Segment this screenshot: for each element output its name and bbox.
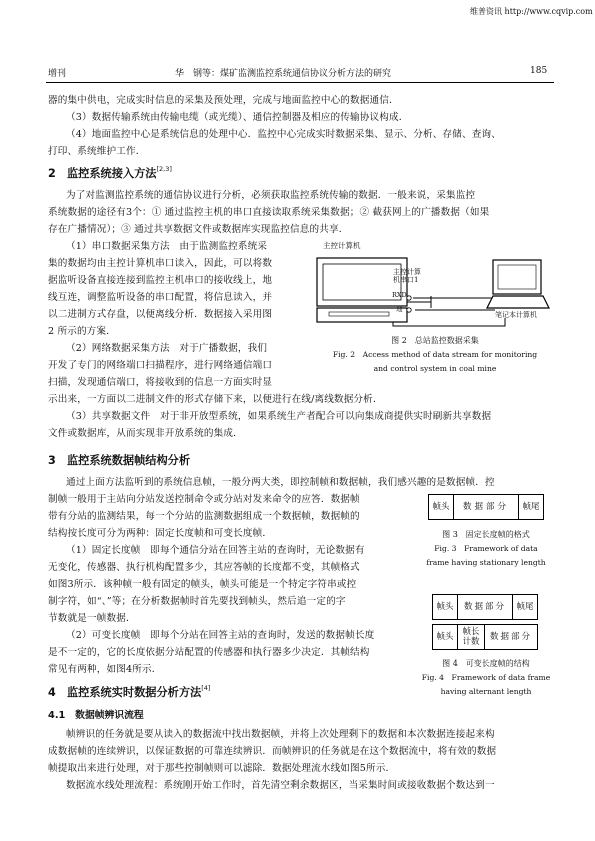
fig4b-data-cell: 数据部分 xyxy=(489,632,532,642)
s2-p4-l1: （3）共享数据文件 对于非开放型系统，如果系统生产者配合可以向集成商提供实时刷新共享数据 xyxy=(66,411,492,422)
s2-p4-l2: 文件或数据库，从而实现非开放系统的集成． xyxy=(48,428,243,439)
port-label xyxy=(393,268,421,284)
fig4b-length-cell: 帧长计数 xyxy=(458,625,485,649)
section-2-heading: 2 监控系统接入方法[2,3] xyxy=(48,165,172,180)
s3-p2-l4: 制字符，如“、”等；在分析数据帧时首先要找到帧头，然后追一定的字 xyxy=(48,596,346,607)
section-4-heading: 4 监控系统实时数据分析方法[4] xyxy=(48,684,211,699)
s2-p1-l1: 为了对监测监控系统的通信协议进行分析，必须获取监控系统传输的数据．一般来说，采集监控 xyxy=(66,190,476,201)
intro-line-3: （4）地面监控中心是系统信息的处理中心．监控中心完成实时数据采集、显示、分析、存储、查询、 xyxy=(66,129,501,140)
figure-4-caption-en-1: Fig. 4 Framework of data frame xyxy=(421,673,551,682)
fig3-header-cell: 帧头 xyxy=(429,495,454,519)
fig4a-data-cell: 数据部分 xyxy=(458,595,513,619)
s3-p3-l2: 是不一定的，它的长度依据分站配置的传感器和执行器多少决定．其帧结构 xyxy=(48,647,370,658)
port-label-line-2: 机串口1 xyxy=(393,276,419,284)
s4-p1-l1: 帧辨识的任务就是要从读入的数据流中找出数据帧，并将上次处理剩下的数据和本次数据连接起来构 xyxy=(66,729,495,740)
watermark-text: 维普资讯 http://www.cqvip.com xyxy=(470,7,593,16)
s2-p2-l3: 据监听设备直接连接到监控主机串口的接收线上，地 xyxy=(48,275,273,286)
figure-3-caption xyxy=(412,528,560,570)
header-title: 华 钢等：煤矿监测监控系统通信协议分析方法的研究 xyxy=(175,69,392,79)
fig3-data-cell: 数据部分 xyxy=(454,495,519,519)
s4-p1-l2: 成数据帧的连续辨识，以保证数据的可靠连续辨识．而帧辨识的任务就是在这个数据流中，将有效的数据 xyxy=(48,746,497,757)
figure-4-frame-b xyxy=(432,624,538,650)
s3-p3-l1: （2）可变长度帧 即每个分站在回答主站的查询时，发送的数据帧长度 xyxy=(66,630,375,641)
port-label-line-1: 主控计算 xyxy=(393,268,421,276)
s3-p3-l3: 常见有两种，如图4所示． xyxy=(48,664,162,675)
s2-p1-l2: 系统数据的途径有3个：① 通过监控主机的串口直接读取系统采集数据；② 截获网上的广播数据（如果 xyxy=(48,207,490,218)
figure-3-frame xyxy=(428,494,544,520)
s2-p3-l1: （2）网络数据采集方法 对于广播数据，我们 xyxy=(66,343,268,354)
header-left: 增刊 xyxy=(48,69,67,79)
s2-p2-l4: 线互连，调整监听设备的串口配置，将信息读入，并 xyxy=(48,292,273,303)
figure-2 xyxy=(315,238,555,378)
host-label: 主控计算机 xyxy=(323,241,361,250)
s3-p2-l3: 如图3所示．该种帧一般有固定的帧头，帧头可能是一个特定字符串或控 xyxy=(48,579,357,590)
ground-label: 地 xyxy=(396,305,403,313)
s2-p2-l2: 集的数据均由主控计算机串口读入，因此，可以将数 xyxy=(48,258,273,269)
figure-3-caption-en-2: frame having stationary length xyxy=(426,558,546,567)
s4-p1-l3: 帧提取出来进行处理，对于那些控制帧则可以滤除．数据处理流水线如图5所示． xyxy=(48,763,396,774)
s2-p3-l2: 开发了专门的网络端口扫描程序，进行网络通信端口 xyxy=(48,360,273,371)
figure-3-caption-en-1: Fig. 3 Framework of data xyxy=(434,544,538,553)
s3-p1-l4: 结构按长度可分为两种：固定长度帧和可变长度帧． xyxy=(48,528,273,539)
s3-p2-l1: （1）固定长度帧 即每个通信分站在回答主站的查询时，无论数据有 xyxy=(66,545,365,556)
fig4a-tail-cell: 帧尾 xyxy=(516,602,534,612)
figure-3-caption-cn: 图 3 固定长度帧的格式 xyxy=(442,530,530,539)
fig3-tail-cell: 帧尾 xyxy=(522,502,540,512)
page-number: 185 xyxy=(530,66,548,76)
figure-4-caption xyxy=(412,657,560,699)
section-3-heading: 3 监控系统数据帧结构分析 xyxy=(48,454,191,467)
s4-p2-l1: 数据流水线处理流程：系统刚开始工作时，首先清空剩余数据区，当采集时间或接收数据个数达到一 xyxy=(66,780,495,791)
s2-p3-l4: 示出来，一方面以二进制文件的形式存储下来，以便进行在线/离线数据分析． xyxy=(48,394,383,405)
s2-p2-l5: 以二进制方式存盘，以便离线分析．数据接入采用图 xyxy=(48,309,273,320)
signal-lines-shape xyxy=(413,298,495,310)
s2-p1-l3: 存在广播情况）；③ 通过共享数据文件或数据库实现监控信息的共享． xyxy=(48,224,349,235)
host-screen-shape xyxy=(323,264,401,300)
fig4b-header-cell: 帧头 xyxy=(433,625,458,649)
s3-p1-l1: 通过上面方法监听到的系统信息帧，一般分两大类，即控制帧和数据帧，我们感兴趣的是数据帧．控 xyxy=(66,477,495,488)
figure-4-caption-cn: 图 4 可变长度帧的结构 xyxy=(442,659,530,668)
s3-p1-l3: 带有分站的监测结果，每一个分站的监测数据组成一个数据帧，数据帧的 xyxy=(48,511,360,522)
s2-p2-l1: （1）串口数据采集方法 由于监测监控系统采 xyxy=(66,241,268,252)
figure-2-caption-en-1: Fig. 2 Access method of data stream for monitoring xyxy=(332,350,538,359)
intro-line-2: （3）数据传输系统由传输电缆（或光缆）、通信控制器及相应的传输协议构成． xyxy=(66,112,409,123)
intro-line-4: 打印、系统维护工作． xyxy=(48,146,146,157)
s3-p2-l2: 无变化，传感器、执行机构配置多少，其应答帧的长度都不变，其帧格式 xyxy=(48,562,360,573)
figure-4-frame-a xyxy=(432,594,538,620)
s2-p3-l3: 扫描，发现通信端口，将接收到的信息一方面实时显 xyxy=(48,377,273,388)
header-rule xyxy=(46,82,554,83)
fig4a-header-cell: 帧头 xyxy=(433,595,458,619)
s3-p2-l5: 节数就是一帧数据． xyxy=(48,613,136,624)
figure-2-caption-cn: 图 2 总站监控数据采集 xyxy=(391,336,479,345)
s2-p2-l6: 2 所示的方案． xyxy=(48,326,116,337)
host-drive-shape xyxy=(329,312,389,316)
laptop-base-shape xyxy=(487,296,549,308)
s3-p1-l2: 制帧一般用于主站向分站发送控制命令或分站对发来命令的应答．数据帧 xyxy=(48,494,360,505)
rxd-label: RXD xyxy=(392,291,407,299)
laptop-label: 笔记本计算机 xyxy=(495,311,537,319)
figure-4-caption-en-2: having alternant length xyxy=(440,687,532,696)
intro-line-1: 器的集中供电，完成实时信息的采集及预处理，完成与地面监控中心的数据通信． xyxy=(48,95,399,106)
figure-2-caption-en-2: and control system in coal mine xyxy=(373,364,497,373)
figure-2-caption xyxy=(315,334,555,376)
subsection-4-1-heading: 4.1 数据帧辨识流程 xyxy=(48,710,144,721)
